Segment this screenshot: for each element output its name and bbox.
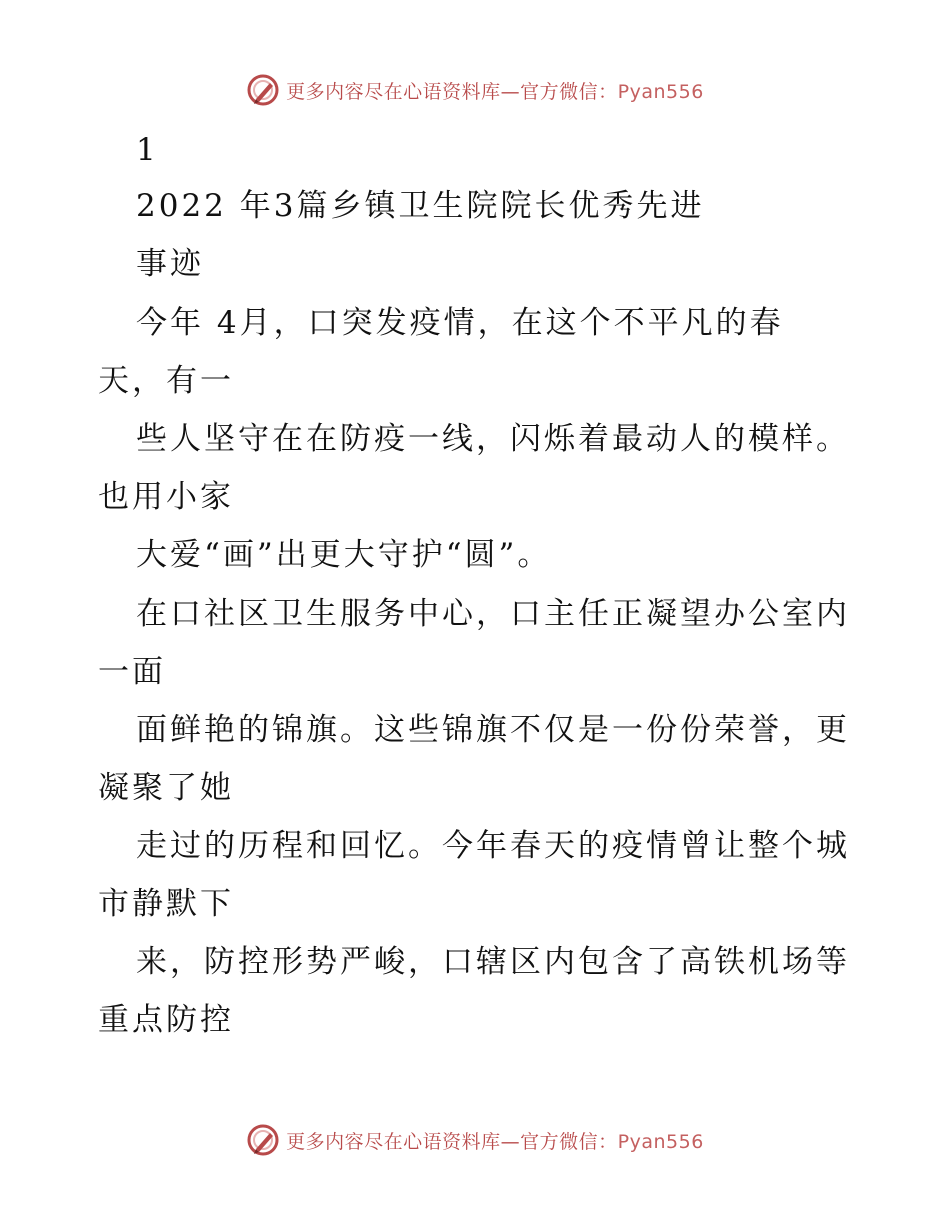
document-title-line-2: 事迹 [136,246,204,282]
paragraph-line: 些人坚守在在防疫一线，闪烁着最动人的模样。 [136,421,850,457]
document-title-line-1: 2022 年3篇乡镇卫生院院长优秀先进 [136,188,705,224]
pen-circle-logo-icon [246,73,280,107]
paragraph-line: 在口社区卫生服务中心，口主任正凝望办公室内 [136,596,850,632]
watermark-wechat-id: Pyan556 [617,1130,704,1153]
paragraph-line: 天，有一 [98,363,234,399]
paragraph-line: 一面 [98,654,166,690]
paragraph-line: 也用小家 [98,479,234,515]
page-number: 1 [136,132,159,168]
header-watermark [0,70,950,110]
watermark-wechat-id: Pyan556 [617,80,704,103]
watermark-text: 更多内容尽在心语资料库—官方微信：Pyan556 [286,1130,704,1153]
paragraph-line: 来，防控形势严峻，口辖区内包含了高铁机场等 [136,944,850,980]
paragraph-line: 今年 4月，口突发疫情，在这个不平凡的春 [136,305,784,341]
paragraph-line: 凝聚了她 [98,770,234,806]
paragraph-line: 重点防控 [98,1002,234,1038]
footer-watermark [0,1120,950,1160]
pen-circle-logo-icon [246,1123,280,1157]
paragraph-line: 面鲜艳的锦旗。这些锦旗不仅是一份份荣誉，更 [136,712,850,748]
paragraph-line: 走过的历程和回忆。今年春天的疫情曾让整个城 [136,828,850,864]
paragraph-line: 市静默下 [98,886,234,922]
paragraph-line: 大爱“画”出更大守护“圆”。 [136,537,552,573]
watermark-text: 更多内容尽在心语资料库—官方微信：Pyan556 [286,80,704,103]
